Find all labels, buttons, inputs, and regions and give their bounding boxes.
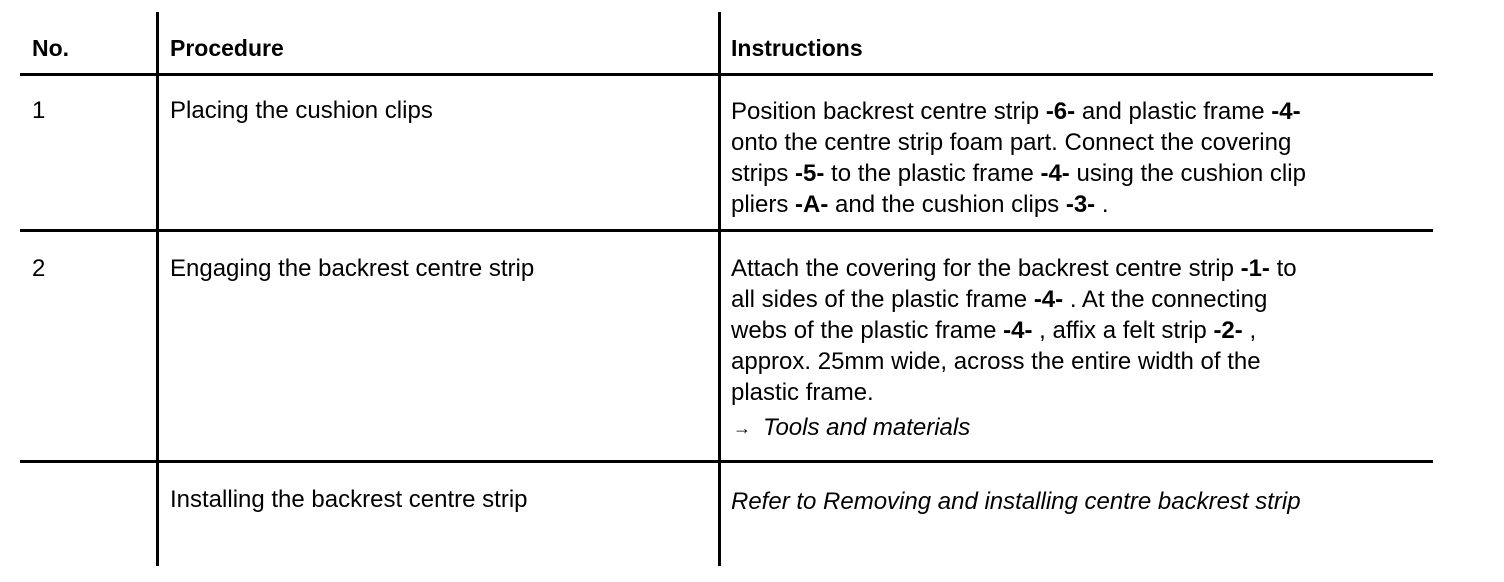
instruction-line <box>731 189 1421 220</box>
instruction-line <box>731 158 1421 189</box>
tools-and-materials-link[interactable] <box>733 412 970 445</box>
part-reference: -6- <box>1045 98 1076 125</box>
row-1-procedure: Placing the cushion clips <box>170 97 433 124</box>
header-instructions: Instructions <box>731 35 863 61</box>
part-reference: -4- <box>1003 317 1033 344</box>
column-divider-2 <box>718 12 721 566</box>
arrow-right-icon: → <box>733 418 751 438</box>
instruction-line <box>731 346 1421 377</box>
instruction-line <box>731 315 1421 346</box>
part-reference: -2- <box>1213 317 1243 344</box>
instruction-text: . <box>1095 191 1109 218</box>
header-divider <box>20 73 1433 76</box>
row-3-reference-link[interactable]: Refer to Removing and installing centre backrest strip <box>731 488 1301 515</box>
instruction-text: to the plastic frame <box>824 160 1041 187</box>
instruction-line <box>731 127 1421 158</box>
instruction-text: , affix a felt strip <box>1032 317 1214 344</box>
instruction-text: all sides of the plastic frame <box>731 286 1034 313</box>
instruction-text: , <box>1242 317 1257 344</box>
part-reference: -A- <box>795 191 829 218</box>
column-divider-1 <box>156 12 159 566</box>
row-2-instructions <box>731 253 1421 408</box>
row-divider-1 <box>20 229 1433 232</box>
instruction-text: . At the connecting <box>1063 286 1268 313</box>
instruction-line <box>731 253 1421 284</box>
header-no: No. <box>32 35 70 61</box>
row-divider-2 <box>20 460 1433 463</box>
instruction-text: strips <box>731 160 796 187</box>
header-procedure: Procedure <box>170 35 284 61</box>
instruction-line <box>731 377 1421 408</box>
part-reference: -1- <box>1240 255 1270 282</box>
instruction-line <box>731 284 1421 315</box>
instruction-text: Attach the covering for the backrest centre strip <box>731 255 1241 282</box>
instruction-text: plastic frame. <box>731 379 874 406</box>
instruction-line <box>731 96 1421 127</box>
instruction-text: webs of the plastic frame <box>731 317 1004 344</box>
part-reference: -5- <box>795 160 825 187</box>
row-1-number: 1 <box>32 97 46 124</box>
instruction-text: and plastic frame <box>1075 98 1272 125</box>
part-reference: -4- <box>1271 98 1301 125</box>
instruction-text: to <box>1269 255 1297 282</box>
row-2-procedure: Engaging the backrest centre strip <box>170 255 535 282</box>
row-3-procedure: Installing the backrest centre strip <box>170 486 528 513</box>
instruction-text: onto the centre strip foam part. Connect the covering <box>731 129 1292 156</box>
instruction-text: pliers <box>731 191 796 218</box>
part-reference: -3- <box>1065 191 1096 218</box>
tools-and-materials-text: Tools and materials <box>763 414 971 441</box>
part-reference: -4- <box>1040 160 1070 187</box>
instruction-text: using the cushion clip <box>1069 160 1306 187</box>
row-2-number: 2 <box>32 255 46 282</box>
instruction-text: and the cushion clips <box>828 191 1066 218</box>
instruction-text: Position backrest centre strip <box>731 98 1046 125</box>
row-1-instructions <box>731 96 1421 220</box>
instruction-text: approx. 25mm wide, across the entire width of the <box>731 348 1261 375</box>
part-reference: -4- <box>1033 286 1064 313</box>
